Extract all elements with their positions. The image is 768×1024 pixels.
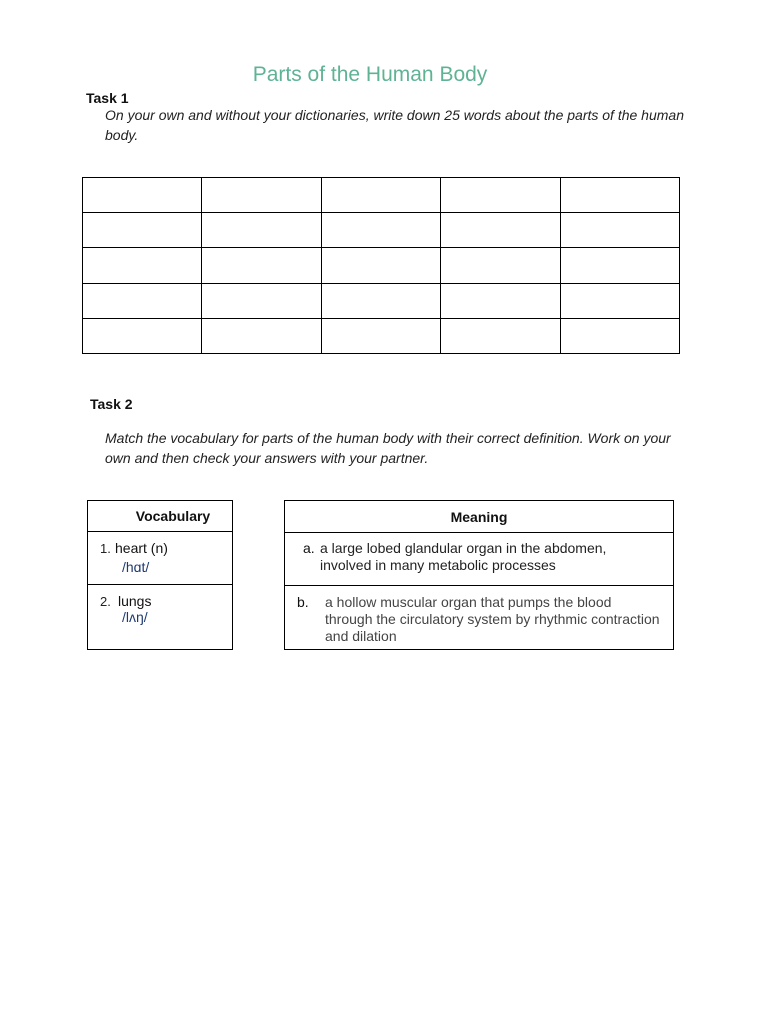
meaning-row — [285, 586, 673, 650]
grid-cell[interactable] — [83, 248, 202, 283]
grid-cell[interactable] — [202, 178, 321, 213]
vocabulary-header: Vocabulary — [88, 501, 232, 532]
task2-instructions: Match the vocabulary for parts of the human body with their correct definition. Work on your own and then check your answers with your partner. — [105, 430, 671, 466]
grid-cell[interactable] — [83, 178, 202, 213]
meaning-row — [285, 533, 673, 586]
vocab-row — [88, 532, 232, 585]
vocab-row — [88, 585, 232, 649]
vocab-pronunciation: /lʌŋ/ — [122, 609, 148, 625]
vocab-pronunciation: /hɑt/ — [122, 559, 150, 575]
grid-cell[interactable] — [202, 213, 321, 248]
grid-cell[interactable] — [441, 248, 560, 283]
grid-cell[interactable] — [321, 318, 440, 353]
grid-cell[interactable] — [560, 283, 679, 318]
grid-cell[interactable] — [83, 318, 202, 353]
grid-row — [83, 213, 680, 248]
grid-cell[interactable] — [83, 213, 202, 248]
task2-heading: Task 2 — [90, 396, 133, 412]
grid-cell[interactable] — [202, 248, 321, 283]
word-grid — [82, 177, 680, 354]
grid-cell[interactable] — [321, 248, 440, 283]
vocab-word: heart (n) — [115, 540, 168, 556]
vocab-number: 2. — [100, 594, 111, 609]
task1-instructions: On your own and without your dictionaries, write down 25 words about the parts of the human body. — [105, 107, 684, 143]
vocab-word: lungs — [118, 593, 152, 609]
meaning-table — [284, 500, 674, 650]
grid-cell[interactable] — [560, 318, 679, 353]
grid-cell[interactable] — [560, 248, 679, 283]
grid-cell[interactable] — [441, 318, 560, 353]
grid-cell[interactable] — [83, 283, 202, 318]
grid-cell[interactable] — [441, 213, 560, 248]
grid-cell[interactable] — [441, 178, 560, 213]
grid-row — [83, 283, 680, 318]
meaning-text-a: a large lobed glandular organ in the abdomen, involved in many metabolic processes — [320, 540, 607, 573]
grid-row — [83, 248, 680, 283]
grid-cell[interactable] — [321, 178, 440, 213]
grid-cell[interactable] — [202, 318, 321, 353]
meaning-letter: a. — [303, 540, 315, 556]
grid-row — [83, 178, 680, 213]
grid-cell[interactable] — [441, 283, 560, 318]
meaning-header: Meaning — [285, 501, 673, 533]
grid-cell[interactable] — [321, 283, 440, 318]
grid-row — [83, 318, 680, 353]
grid-cell[interactable] — [560, 178, 679, 213]
meaning-text — [320, 540, 660, 574]
page-title: Parts of the Human Body — [252, 63, 488, 86]
grid-cell[interactable] — [202, 283, 321, 318]
task1-heading: Task 1 — [86, 90, 129, 106]
vocabulary-table — [87, 500, 233, 650]
meaning-text-b: a hollow muscular organ that pumps the blood through the circulatory system by rhythmic contraction and dilation — [325, 594, 660, 644]
meaning-letter: b. — [297, 594, 309, 610]
vocab-number: 1. — [100, 541, 111, 556]
grid-cell[interactable] — [560, 213, 679, 248]
grid-cell[interactable] — [321, 213, 440, 248]
